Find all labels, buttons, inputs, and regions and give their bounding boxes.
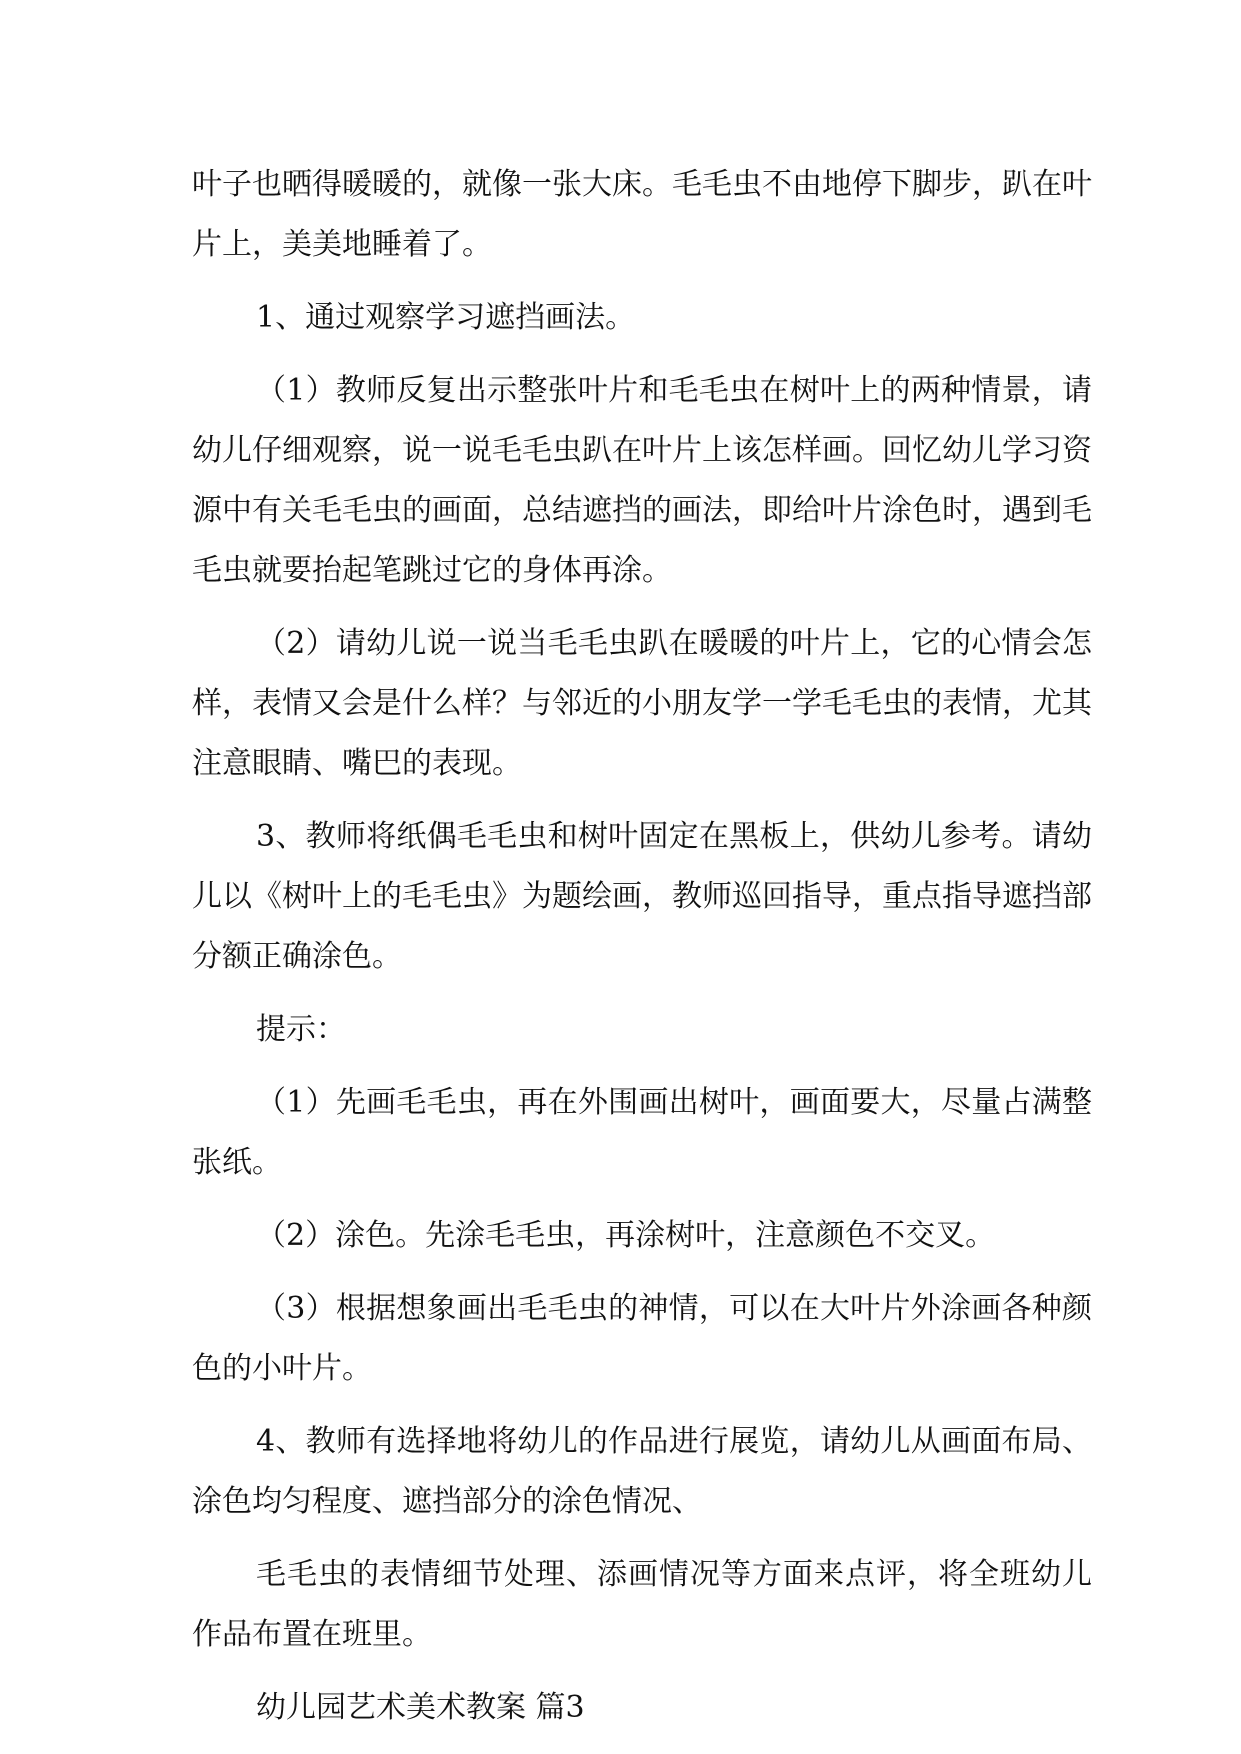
section-heading: 幼儿园艺术美术教案 篇3 [256, 1690, 585, 1725]
paragraph-4: （2）请幼儿说一说当毛毛虫趴在暖暖的叶片上，它的心情会怎样，表情又会是什么样？与邻近的小朋友学一学毛毛虫的表情，尤其注意眼睛、嘴巴的表现。 [192, 626, 1092, 781]
paragraph-6: 提示： [256, 1012, 346, 1047]
paragraph-10: 4、教师有选择地将幼儿的作品进行展览，请幼儿从画面布局、涂色均匀程度、遮挡部分的涂色情况、 [192, 1424, 1092, 1519]
paragraph-2: 1、通过观察学习遮挡画法。 [256, 300, 636, 335]
paragraph-1: 叶子也晒得暖暖的，就像一张大床。毛毛虫不由地停下脚步，趴在叶片上，美美地睡着了。 [192, 167, 1092, 262]
paragraph-9: （3）根据想象画出毛毛虫的神情，可以在大叶片外涂画各种颜色的小叶片。 [192, 1291, 1092, 1386]
paragraph-11: 毛毛虫的表情细节处理、添画情况等方面来点评，将全班幼儿作品布置在班里。 [192, 1557, 1092, 1652]
paragraph-5: 3、教师将纸偶毛毛虫和树叶固定在黑板上，供幼儿参考。请幼儿以《树叶上的毛毛虫》为题绘画，教师巡回指导，重点指导遮挡部分额正确涂色。 [192, 819, 1092, 974]
document-body [192, 155, 1092, 1751]
paragraph-3: （1）教师反复出示整张叶片和毛毛虫在树叶上的两种情景，请幼儿仔细观察，说一说毛毛虫趴在叶片上该怎样画。回忆幼儿学习资源中有关毛毛虫的画面，总结遮挡的画法，即给叶片涂色时，遇到毛毛虫就要抬起笔跳过它的身体再涂。 [192, 373, 1092, 588]
paragraph-7: （1）先画毛毛虫，再在外围画出树叶，画面要大，尽量占满整张纸。 [192, 1085, 1092, 1180]
paragraph-8: （2）涂色。先涂毛毛虫，再涂树叶，注意颜色不交叉。 [256, 1218, 996, 1253]
